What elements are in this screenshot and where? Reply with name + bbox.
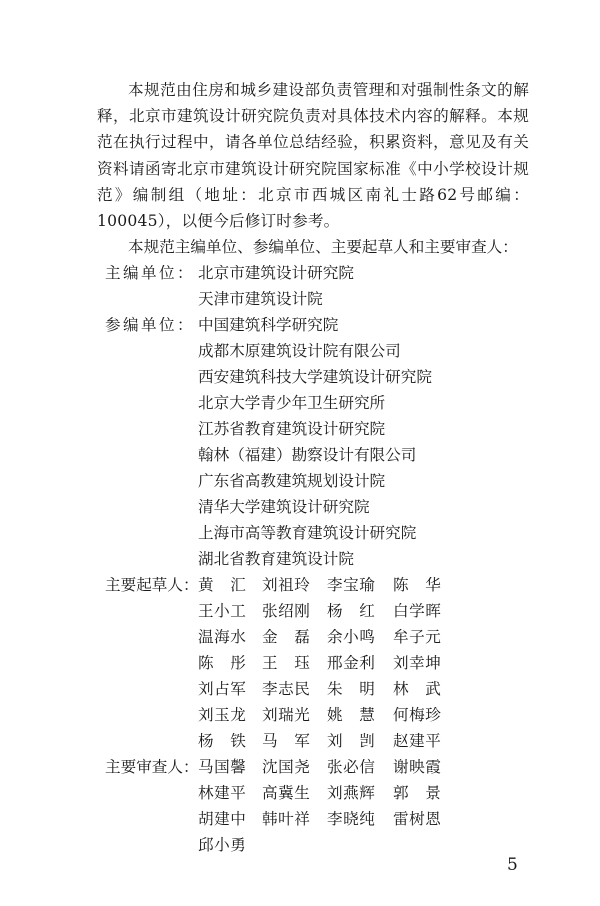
page-number: 5 bbox=[507, 855, 518, 875]
drafter-name: 杨 铁 bbox=[198, 732, 247, 750]
contributors-intro: 本规范主编单位、参编单位、主要起草人和主要审查人： bbox=[128, 238, 518, 256]
drafter-name: 李宝瑜 bbox=[327, 576, 376, 594]
reviewer-name: 刘燕辉 bbox=[327, 784, 376, 802]
drafter-name: 刘幸坤 bbox=[393, 654, 442, 672]
drafter-name: 刘占军 bbox=[198, 680, 247, 698]
drafter-name: 王 珏 bbox=[262, 654, 311, 672]
chief-editor-label: 主编单位： bbox=[105, 264, 195, 282]
chief-editor-unit: 天津市建筑设计院 bbox=[198, 290, 323, 308]
participating-unit: 江苏省教育建筑设计研究院 bbox=[198, 420, 386, 438]
participating-unit: 广东省高教建筑规划设计院 bbox=[198, 472, 386, 490]
participating-unit: 北京大学青少年卫生研究所 bbox=[198, 394, 386, 412]
drafter-name: 黄 汇 bbox=[198, 576, 247, 594]
drafter-name: 张绍刚 bbox=[262, 602, 311, 620]
drafter-name: 刘祖玲 bbox=[262, 576, 311, 594]
drafter-name: 李志民 bbox=[262, 680, 311, 698]
reviewer-name: 谢映霞 bbox=[393, 758, 442, 776]
drafter-name: 何梅珍 bbox=[393, 706, 442, 724]
reviewer-name: 林建平 bbox=[198, 784, 247, 802]
reviewer-name: 郭 景 bbox=[393, 784, 442, 802]
drafter-name: 余小鸣 bbox=[327, 628, 376, 646]
drafter-name: 邢金利 bbox=[327, 654, 376, 672]
participating-unit: 上海市高等教育建筑设计研究院 bbox=[198, 524, 417, 542]
drafter-name: 王小工 bbox=[198, 602, 247, 620]
reviewers-label: 主要审查人： bbox=[105, 758, 199, 776]
drafter-name: 刘玉龙 bbox=[198, 706, 247, 724]
participating-unit: 翰林（福建）勘察设计有限公司 bbox=[198, 446, 417, 464]
drafters-label: 主要起草人： bbox=[105, 576, 199, 594]
participating-unit: 清华大学建筑设计研究院 bbox=[198, 498, 370, 516]
drafter-name: 林 武 bbox=[393, 680, 442, 698]
drafter-name: 朱 明 bbox=[327, 680, 376, 698]
reviewer-name: 马国馨 bbox=[198, 758, 247, 776]
participating-unit: 成都木原建筑设计院有限公司 bbox=[198, 342, 401, 360]
reviewer-name: 张必信 bbox=[327, 758, 376, 776]
drafter-name: 刘瑞光 bbox=[262, 706, 311, 724]
drafter-name: 姚 慧 bbox=[327, 706, 376, 724]
drafter-name: 杨 红 bbox=[327, 602, 376, 620]
drafter-name: 金 磊 bbox=[262, 628, 311, 646]
drafter-name: 牟子元 bbox=[393, 628, 442, 646]
reviewer-name: 韩叶祥 bbox=[262, 810, 311, 828]
drafter-name: 白学晖 bbox=[393, 602, 442, 620]
participating-unit: 西安建筑科技大学建筑设计研究院 bbox=[198, 368, 432, 386]
participating-unit: 中国建筑科学研究院 bbox=[198, 316, 339, 334]
drafter-name: 马 军 bbox=[262, 732, 311, 750]
reviewer-name: 沈国尧 bbox=[262, 758, 311, 776]
participating-units-label: 参编单位： bbox=[105, 316, 195, 334]
drafter-name: 赵建平 bbox=[393, 732, 442, 750]
chief-editor-unit: 北京市建筑设计研究院 bbox=[198, 264, 354, 282]
drafter-name: 温海水 bbox=[198, 628, 247, 646]
drafter-name: 陈 彤 bbox=[198, 654, 247, 672]
reviewer-name: 李晓纯 bbox=[327, 810, 376, 828]
reviewer-name: 邱小勇 bbox=[198, 836, 247, 854]
participating-unit: 湖北省教育建筑设计院 bbox=[198, 550, 354, 568]
drafter-name: 刘 剀 bbox=[327, 732, 376, 750]
reviewer-name: 胡建中 bbox=[198, 810, 247, 828]
reviewer-name: 高冀生 bbox=[262, 784, 311, 802]
explanatory-paragraph: 本规范由住房和城乡建设部负责管理和对强制性条文的解释，北京市建筑设计研究院负责对具体技术内容的解释。本规范在执行过程中，请各单位总结经验，积累资料，意见及有关资料请函寄北京市建筑设计研究院国家标准《中小学校设计规范》编制组（地址：北京市西城区南礼士路62号邮编：100045），以便今后修订时参考。 bbox=[97, 81, 529, 231]
reviewer-name: 雷树恩 bbox=[393, 810, 442, 828]
drafter-name: 陈 华 bbox=[393, 576, 442, 594]
